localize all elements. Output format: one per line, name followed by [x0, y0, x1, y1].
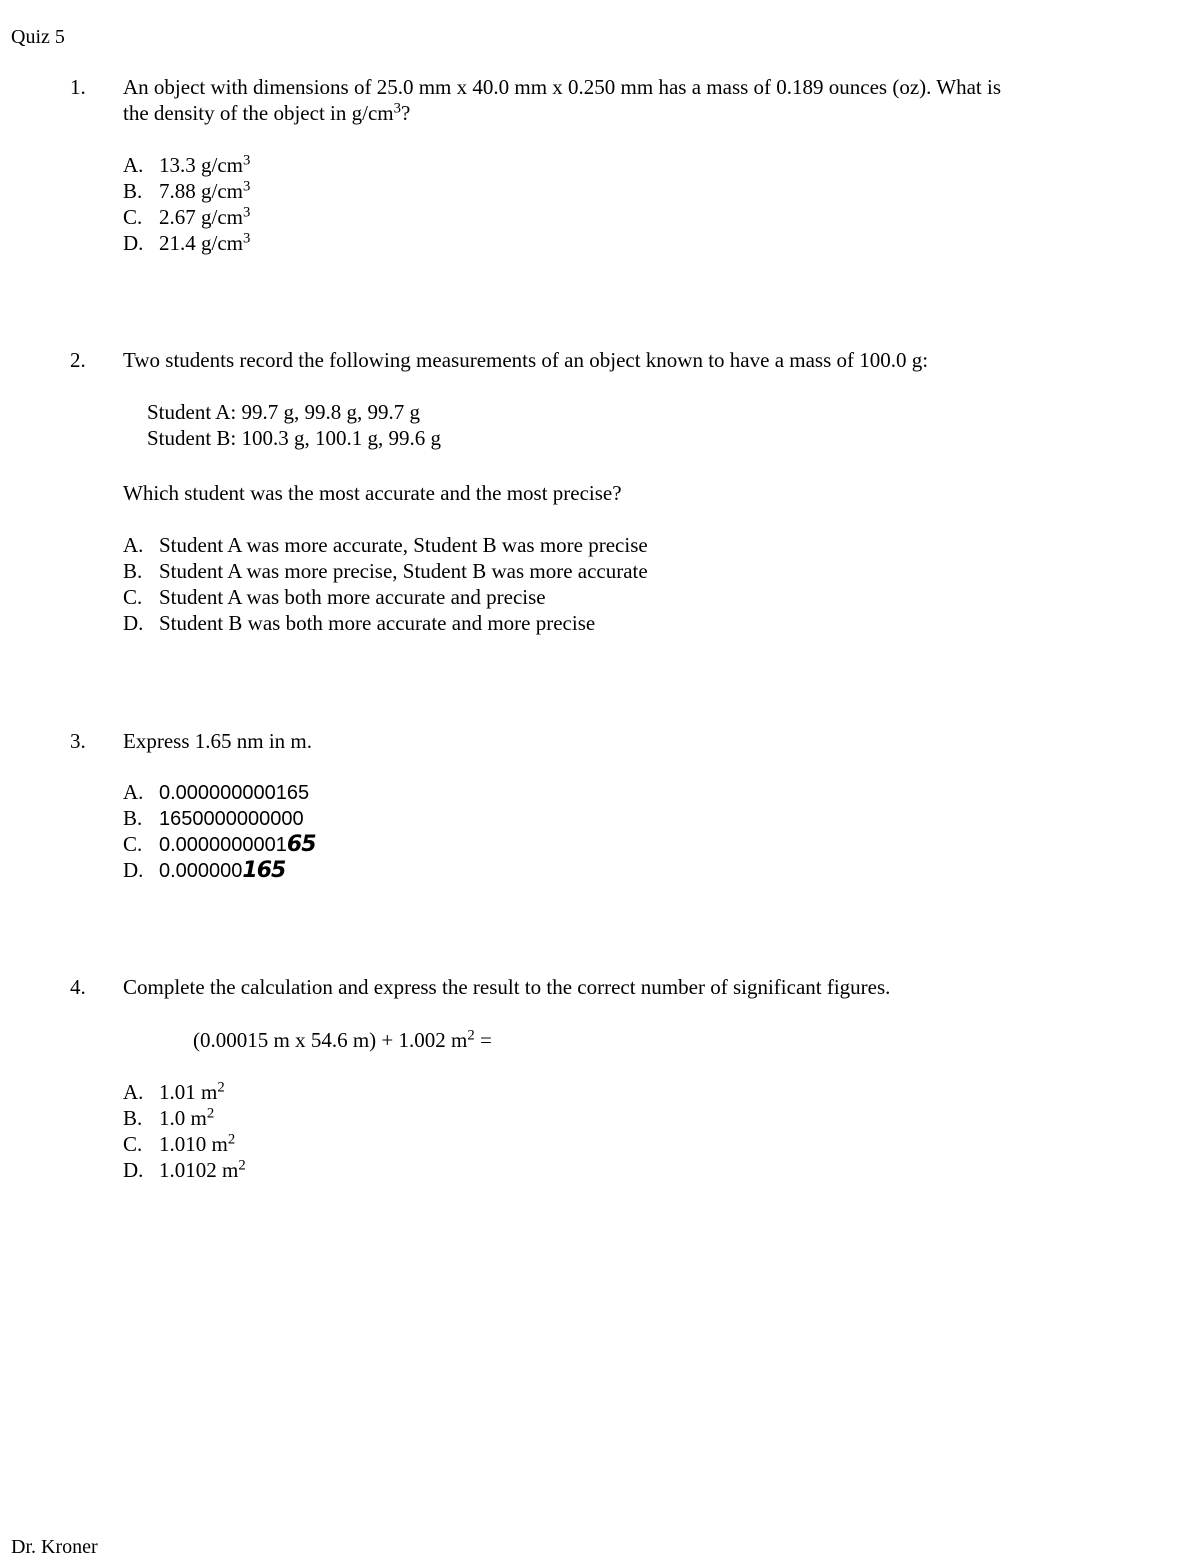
question-3-choice-d: D. 0.000000165: [123, 858, 286, 883]
question-1-number: 1.: [70, 75, 86, 99]
handwritten-annotation: 165: [242, 858, 286, 883]
question-2-choice-a: A. Student A was more accurate, Student B was more precise: [123, 533, 648, 557]
question-4-expression: (0.00015 m x 54.6 m) + 1.002 $m^2$ =: [193, 1027, 492, 1052]
question-3-choice-a: A. 0.000000000165: [123, 780, 310, 804]
question-1-choice-a: A. 13.3 $g/cm^3$: [123, 152, 251, 177]
question-1-stem-line-1: An object with dimensions of 25.0 mm x 40.0 mm x 0.250 mm has a mass of 0.189 ounces (oz). What is: [123, 75, 1002, 99]
question-3-stem: Express 1.65 nm in m.: [123, 729, 312, 753]
student-a-measurements: Student A: 99.7 g, 99.8 g, 99.7 g: [147, 400, 421, 424]
quiz-title: Quiz 5: [11, 26, 65, 48]
question-1-stem: [123, 74, 1123, 126]
question-2-prompt: Which student was the most accurate and the most precise?: [123, 481, 622, 505]
question-3-choices: [123, 779, 316, 883]
question-2-choice-c: C. Student A was both more accurate and precise: [123, 585, 546, 609]
question-4-number: 4.: [70, 975, 86, 999]
question-2-choice-b: B. Student A was more precise, Student B was more accurate: [123, 559, 648, 583]
question-1-choices: [123, 152, 250, 256]
question-2-stem: Two students record the following measurements of an object known to have a mass of 100.0 g:: [123, 348, 929, 372]
question-1-choice-b: B. 7.88 $g/cm^3$: [123, 178, 251, 203]
question-1-choice-d: D. 21.4 $g/cm^3$: [123, 230, 251, 255]
question-4-choice-c: C. 1.010 $m^2$: [123, 1131, 236, 1156]
question-4-stem: Complete the calculation and express the result to the correct number of significant figures.: [123, 975, 891, 999]
handwritten-annotation: 65: [286, 832, 316, 857]
question-2-choice-d: D. Student B was both more accurate and more precise: [123, 611, 596, 635]
question-4-choices: [123, 1079, 246, 1183]
question-3-choice-b: B. 1650000000000: [123, 806, 304, 830]
question-4-choice-b: B. 1.0 $m^2$: [123, 1105, 215, 1130]
question-2-number: 2.: [70, 348, 86, 372]
question-3-choice-c: C. 0.000000000165: [123, 832, 316, 857]
question-3-number: 3.: [70, 729, 86, 753]
question-4-choice-d: D. 1.0102 $m^2$: [123, 1157, 246, 1182]
question-2-student-data: [147, 399, 441, 451]
question-1-choice-c: C. 2.67 $g/cm^3$: [123, 204, 251, 229]
question-2-choices: [123, 532, 648, 636]
question-1-stem-line-2: the density of the object in $g/cm^3$?: [123, 100, 411, 125]
author-footer: Dr. Kroner: [11, 1536, 98, 1558]
student-b-measurements: Student B: 100.3 g, 100.1 g, 99.6 g: [147, 426, 442, 450]
question-4-choice-a: A. 1.01 $m^2$: [123, 1079, 225, 1104]
